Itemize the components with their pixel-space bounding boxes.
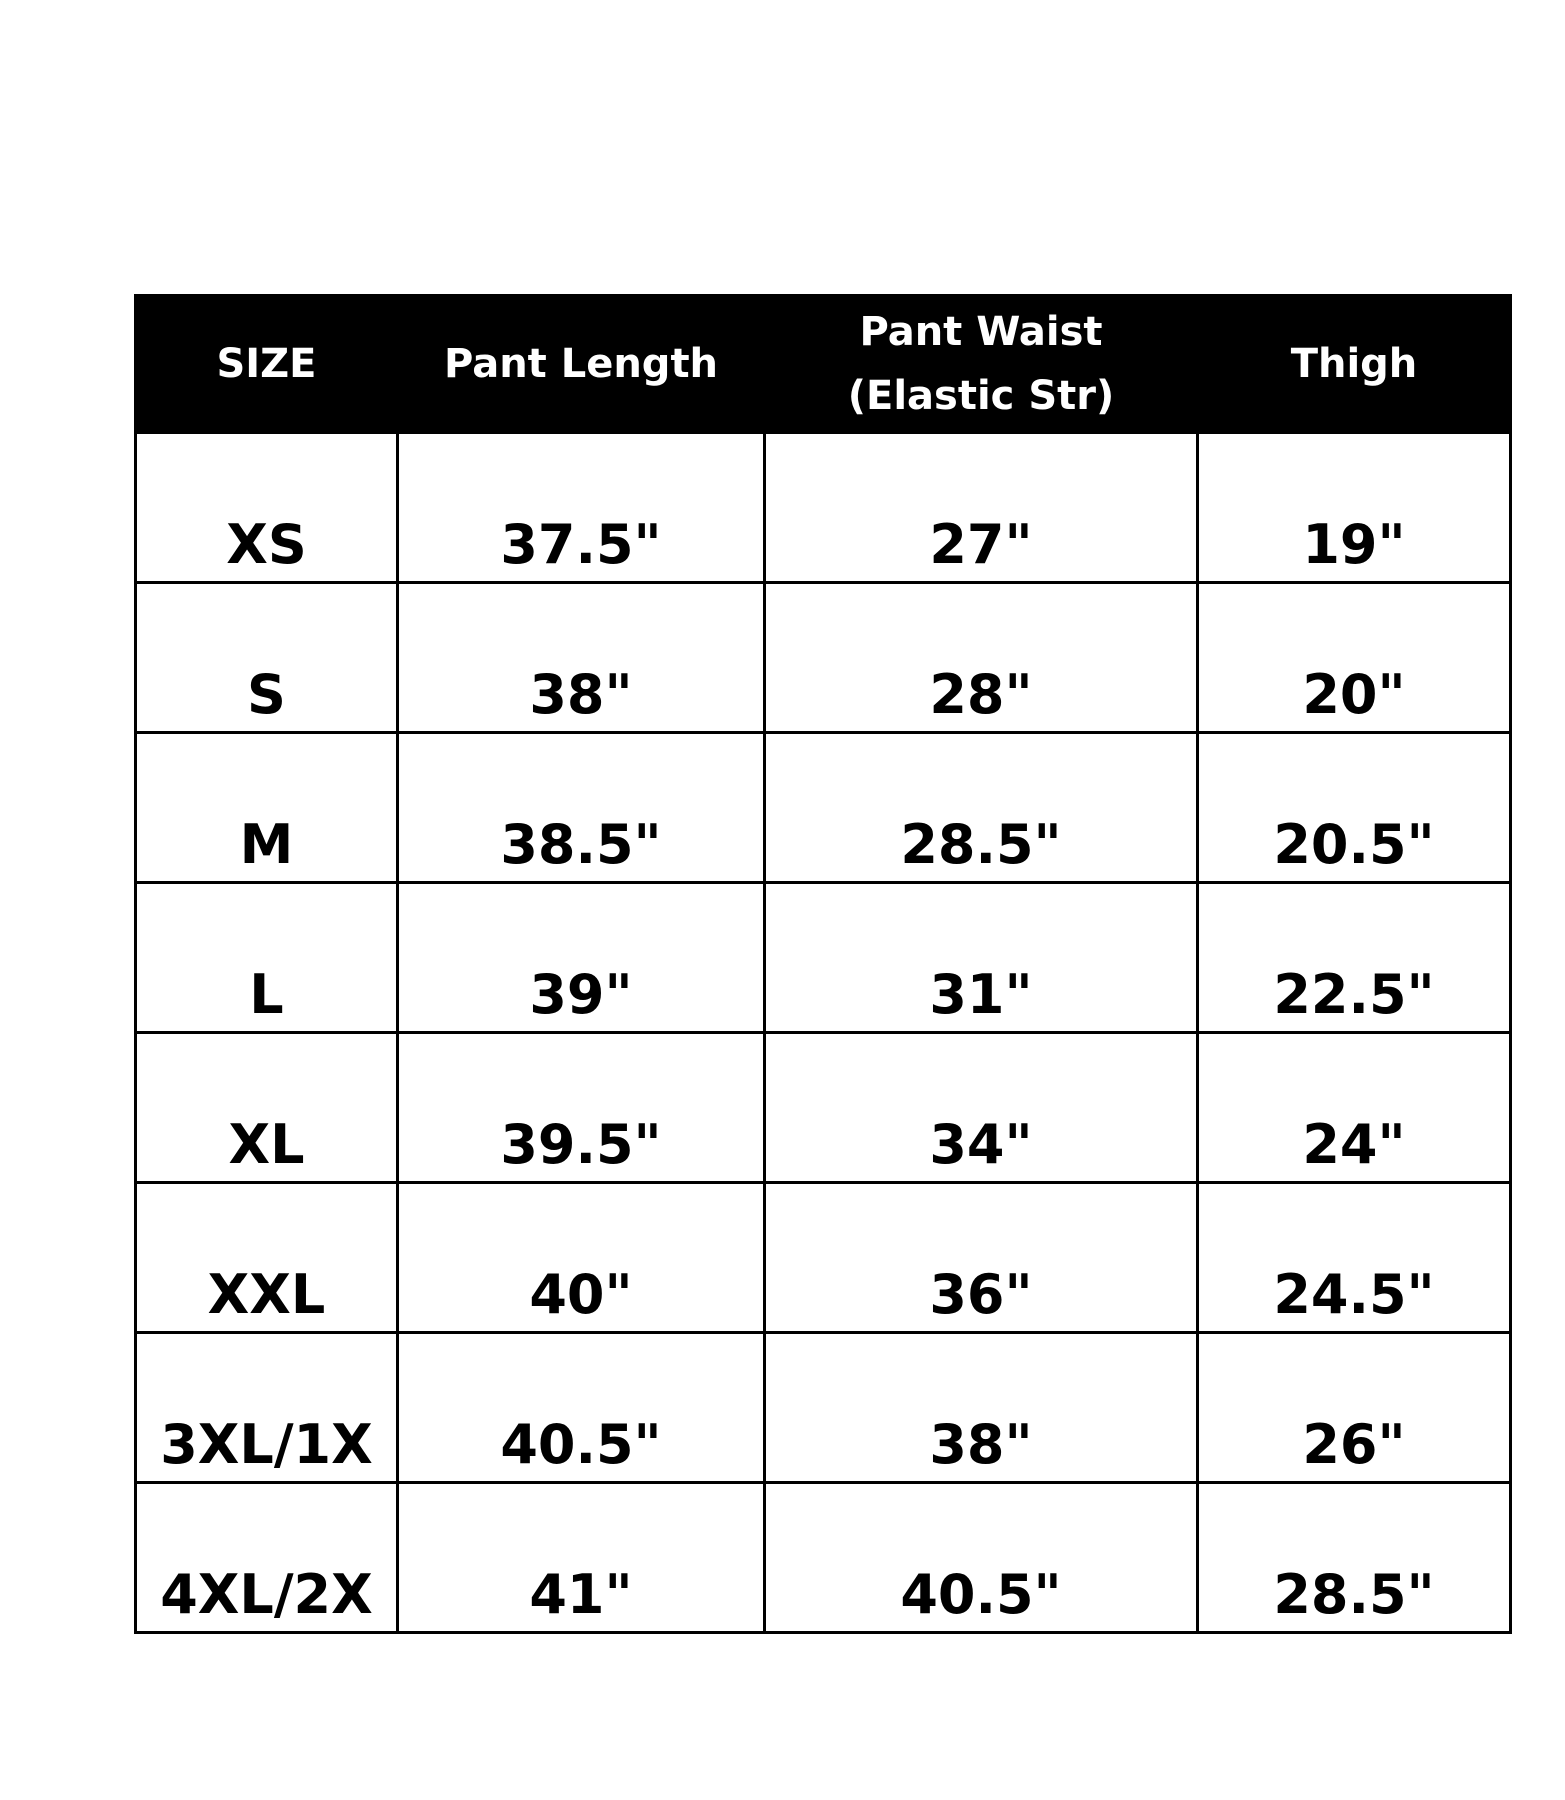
size-cell: 4XL/2X (136, 1483, 398, 1633)
pant-waist-cell: 40.5" (765, 1483, 1198, 1633)
table-header (136, 296, 1511, 433)
size-cell: 3XL/1X (136, 1333, 398, 1483)
thigh-cell: 24.5" (1198, 1183, 1511, 1333)
pant-waist-cell: 38" (765, 1333, 1198, 1483)
pant-waist-cell: 31" (765, 883, 1198, 1033)
table-row (136, 1033, 1511, 1183)
pant-waist-cell: 36" (765, 1183, 1198, 1333)
thigh-cell: 28.5" (1198, 1483, 1511, 1633)
pant-waist-cell: 28" (765, 583, 1198, 733)
pant-length-cell: 41" (398, 1483, 765, 1633)
pant-length-cell: 37.5" (398, 433, 765, 583)
header-thigh-label: Thigh (1290, 341, 1418, 387)
table-row (136, 1483, 1511, 1633)
table-row (136, 883, 1511, 1033)
table-row (136, 733, 1511, 883)
size-cell: XXL (136, 1183, 398, 1333)
size-chart-table (134, 294, 1512, 1634)
header-pant-length (398, 296, 765, 433)
size-cell: M (136, 733, 398, 883)
pant-waist-cell: 27" (765, 433, 1198, 583)
header-size (136, 296, 398, 433)
size-cell: L (136, 883, 398, 1033)
table-row (136, 1183, 1511, 1333)
header-size-label: SIZE (216, 341, 317, 387)
header-thigh (1198, 296, 1511, 433)
pant-length-cell: 40.5" (398, 1333, 765, 1483)
header-pant-waist (765, 296, 1198, 433)
header-pant-waist-sublabel: (Elastic Str) (847, 373, 1115, 419)
thigh-cell: 22.5" (1198, 883, 1511, 1033)
header-pant-length-label: Pant Length (443, 341, 719, 387)
pant-length-cell: 39" (398, 883, 765, 1033)
pant-waist-cell: 28.5" (765, 733, 1198, 883)
header-pant-waist-label: Pant Waist (859, 309, 1103, 355)
thigh-cell: 19" (1198, 433, 1511, 583)
pant-length-cell: 38.5" (398, 733, 765, 883)
thigh-cell: 20" (1198, 583, 1511, 733)
header-row (136, 296, 1511, 433)
table-row (136, 1333, 1511, 1483)
table-row (136, 583, 1511, 733)
table-row (136, 433, 1511, 583)
thigh-cell: 24" (1198, 1033, 1511, 1183)
thigh-cell: 20.5" (1198, 733, 1511, 883)
size-cell: S (136, 583, 398, 733)
size-cell: XL (136, 1033, 398, 1183)
pant-length-cell: 40" (398, 1183, 765, 1333)
pant-length-cell: 38" (398, 583, 765, 733)
size-cell: XS (136, 433, 398, 583)
table-body (136, 433, 1511, 1633)
pant-length-cell: 39.5" (398, 1033, 765, 1183)
pant-waist-cell: 34" (765, 1033, 1198, 1183)
thigh-cell: 26" (1198, 1333, 1511, 1483)
